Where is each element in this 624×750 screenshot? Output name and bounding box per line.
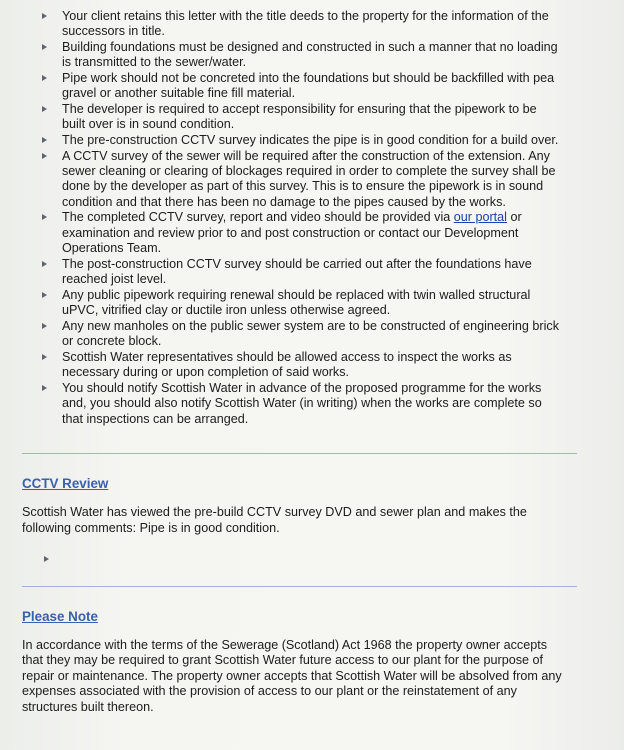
triangle-right-icon: [42, 261, 47, 267]
list-item: Pipe work should not be concreted into the foundations but should be backfilled with pea gravel or another suitable fine fill material.: [42, 71, 562, 102]
list-item: The post-construction CCTV survey should be carried out after the foundations have reached joist level.: [42, 257, 562, 288]
list-item: Any public pipework requiring renewal should be replaced with twin walled structural uPVC, vitrified clay or ductile iron unless otherwise agreed.: [42, 288, 562, 319]
triangle-right-icon: [42, 214, 47, 220]
cctv-review-text: Scottish Water has viewed the pre-build CCTV survey DVD and sewer plan and makes the following comments: Pipe is in good condition.: [22, 505, 527, 535]
please-note-heading: Please Note: [22, 609, 98, 625]
list-item: Building foundations must be designed and constructed in such a manner that no loading is transmitted to the sewer/water.: [42, 40, 562, 71]
triangle-right-icon: [42, 106, 47, 112]
triangle-right-icon: [44, 556, 49, 562]
list-item: Your client retains this letter with the title deeds to the property for the information of the successors in title.: [42, 9, 562, 40]
list-item: The pre-construction CCTV survey indicates the pipe is in good condition for a build over.: [42, 133, 562, 148]
triangle-right-icon: [42, 75, 47, 81]
triangle-right-icon: [42, 153, 47, 159]
list-item: Scottish Water representatives should be allowed access to inspect the works as necessary during or upon completion of said works.: [42, 350, 562, 381]
triangle-right-icon: [42, 354, 47, 360]
list-item: Any new manholes on the public sewer system are to be constructed of engineering brick or concrete block.: [42, 319, 562, 350]
triangle-right-icon: [42, 44, 47, 50]
list-item: The developer is required to accept responsibility for ensuring that the pipework to be built over is in sound condition.: [42, 102, 562, 133]
triangle-right-icon: [42, 323, 47, 329]
triangle-right-icon: [42, 292, 47, 298]
list-item: You should notify Scottish Water in advance of the proposed programme for the works and, you should also notify Scottish Water (in writing) when the works are complete so that inspections can be arranged.: [42, 381, 562, 427]
list-item: A CCTV survey of the sewer will be required after the construction of the extension. Any sewer cleaning or clearing of blockages required in order to complete the survey shall be done by the developer as part of this survey. This is to ensure the pipework is in sound condition and that there has been no damage to the pipes caused by the works.: [42, 149, 562, 211]
our-portal-link[interactable]: our portal: [453, 210, 507, 225]
triangle-right-icon: [42, 13, 47, 19]
triangle-right-icon: [42, 137, 47, 143]
triangle-right-icon: [42, 385, 47, 391]
please-note-text: In accordance with the terms of the Sewerage (Scotland) Act 1968 the property owner accepts that they may be required to grant Scottish Water future access to our plant for the purpose of repair or maintenance. The property owner accepts that Scottish Water will be absolved from any expenses associated with the provision of access to our plant or the reinstatement of any structures built thereon.: [22, 638, 562, 714]
list-item: The completed CCTV survey, report and video should be provided via our portal or examination and review prior to and post construction or contact our Development Operations Team.: [42, 210, 562, 256]
cctv-review-heading: CCTV Review: [22, 476, 109, 492]
conditions-list: [22, 9, 562, 427]
